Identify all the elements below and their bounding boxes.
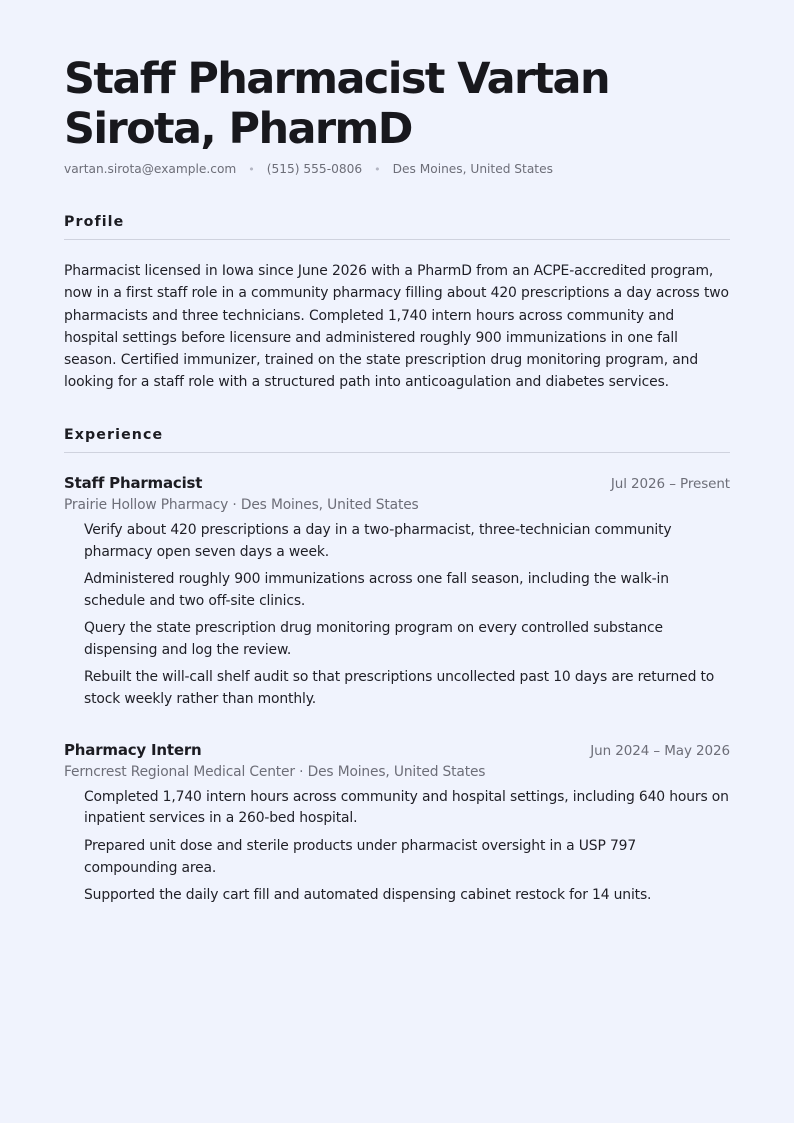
profile-section (64, 214, 730, 394)
candidate-name: Staff Pharmacist Vartan Sirota, PharmD (64, 54, 609, 154)
profile-summary: Pharmacist licensed in Iowa since June 2026 with a PharmD from an ACPE-accredited program, now in a first staff role in a community pharmacy filling about 420 prescriptions a day across two pharmacists and three technicians. Completed 1,740 intern hours across community and hospital settings before licensure and administered roughly 900 immunizations in one fall season. Certified immunizer, trained on the state prescription drug monitoring program, and looking for a staff role with a structured path into anticoagulation and diabetes services. (64, 263, 729, 391)
job-bullet: Prepared unit dose and sterile products under pharmacist oversight in a USP 797 compounding area. (84, 837, 637, 876)
job-entry (64, 474, 730, 711)
job-organization: Ferncrest Regional Medical Center · Des Moines, United States (64, 763, 486, 780)
job-bullet: Verify about 420 prescriptions a day in a two-pharmacist, three-technician community pharmacy open seven days a week. (84, 521, 672, 560)
job-header (64, 741, 730, 759)
job-bullets (64, 787, 730, 907)
job-bullets (64, 520, 730, 711)
job-title: Pharmacy Intern (64, 740, 202, 759)
job-entry (64, 741, 730, 907)
section-title-profile: Profile (64, 214, 730, 240)
contact-location: Des Moines, United States (392, 162, 553, 176)
job-bullet: Completed 1,740 intern hours across community and hospital settings, including 640 hours on inpatient services in a 260-bed hospital. (84, 788, 729, 827)
contact-line (64, 162, 730, 176)
job-header (64, 474, 730, 492)
job-dates: Jul 2026 – Present (610, 475, 730, 492)
job-bullet: Rebuilt the will-call shelf audit so that prescriptions uncollected past 10 days are returned to stock weekly rather than monthly. (84, 669, 715, 707)
contact-email: vartan.sirota@example.com (64, 162, 237, 176)
job-organization: Prairie Hollow Pharmacy · Des Moines, United States (64, 496, 419, 513)
contact-separator: • (248, 162, 255, 176)
job-dates: Jun 2024 – May 2026 (590, 742, 730, 759)
contact-phone: (515) 555-0806 (266, 162, 363, 176)
experience-section (64, 427, 730, 907)
job-title: Staff Pharmacist (64, 473, 203, 492)
section-title-experience: Experience (64, 427, 730, 453)
job-bullet: Administered roughly 900 immunizations across one fall season, including the walk-in schedule and two off-site clinics. (84, 570, 669, 609)
job-bullet: Supported the daily cart fill and automated dispensing cabinet restock for 14 units. (84, 886, 652, 903)
job-bullet: Query the state prescription drug monitoring program on every controlled substance dispensing and log the review. (84, 619, 663, 658)
contact-separator: • (374, 162, 381, 176)
